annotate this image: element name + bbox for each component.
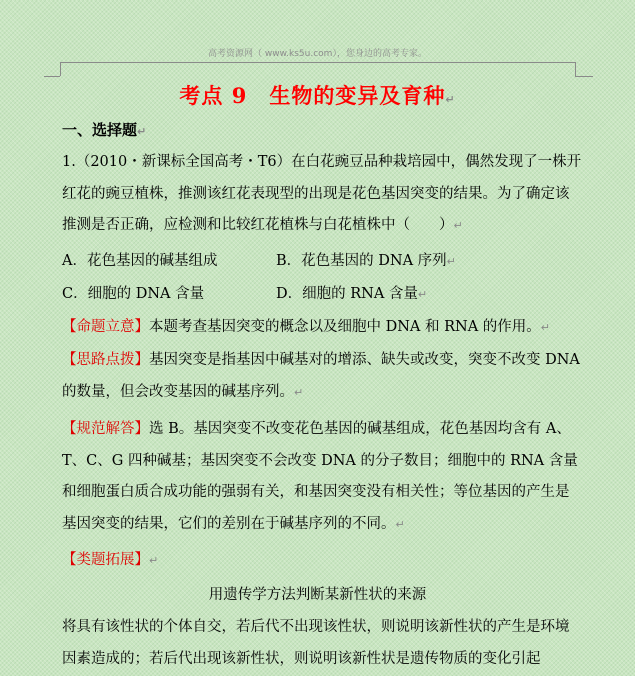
guifan-paragraph: 【规范解答】选 B。基因突变不改变花色基因的碱基组成，花色基因均含有 A、T、C、G 四种碱基；基因突变不会改变 DNA 的分子数目；细胞中的 RNA 含量和细胞蛋白质合成功能的强弱有关，和基因突变没有相关性；等位基因的产生是基因突变的结果，它们的差别在于碱基序列的不同。↵	[62, 421, 578, 532]
silu-paragraph: 【思路点拨】基因突变是指基因中碱基对的增添、缺失或改变，突变不改变 DNA 的数量，但会改变基因的碱基序列。↵	[62, 352, 580, 400]
document-title: 考点 9 生物的变异及育种↵	[179, 83, 456, 108]
header-rule	[60, 62, 575, 63]
option-c: C．细胞的 DNA 含量	[62, 286, 205, 302]
extension-heading: 用遗传学方法判断某新性状的来源	[208, 587, 427, 603]
section-heading: 一、选择题↵	[62, 121, 147, 139]
option-d: D．细胞的 RNA 含量↵	[276, 286, 428, 302]
mingti-label: 【命题立意】	[62, 319, 149, 335]
page-header: 高考资源网（ www.ks5u.com），您身边的高考专家。	[208, 49, 427, 59]
header-corner-left	[60, 62, 61, 76]
silu-label: 【思路点拨】	[62, 352, 149, 368]
mingti-paragraph: 【命题立意】本题考查基因突变的概念以及细胞中 DNA 和 RNA 的作用。↵	[62, 319, 551, 335]
extension-paragraph: 将具有该性状的个体自交，若后代不出现该性状，则说明该新性状的产生是环境因素造成的；若后代出现该新性状，则说明该新性状是遗传物质的变化引起	[62, 619, 570, 667]
guifan-label: 【规范解答】	[62, 421, 149, 437]
question-stem: 1.（2010・新课标全国高考・T6）在白花豌豆品种栽培园中，偶然发现了一株开红花的豌豆植株，推测该红花表现型的出现是花色基因突变的结果。为了确定该推测是否正确，应检测和比较红花植株与白花植株中（ ）↵	[62, 154, 582, 233]
margin-mark-left	[44, 76, 60, 77]
option-a: A．花色基因的碱基组成	[62, 253, 218, 269]
header-corner-right	[575, 62, 576, 76]
margin-mark-right	[575, 76, 593, 77]
leiti-label: 【类题拓展】	[62, 552, 149, 568]
leiti-paragraph: 【类题拓展】↵	[62, 552, 159, 568]
option-b: B．花色基因的 DNA 序列↵	[276, 253, 456, 269]
